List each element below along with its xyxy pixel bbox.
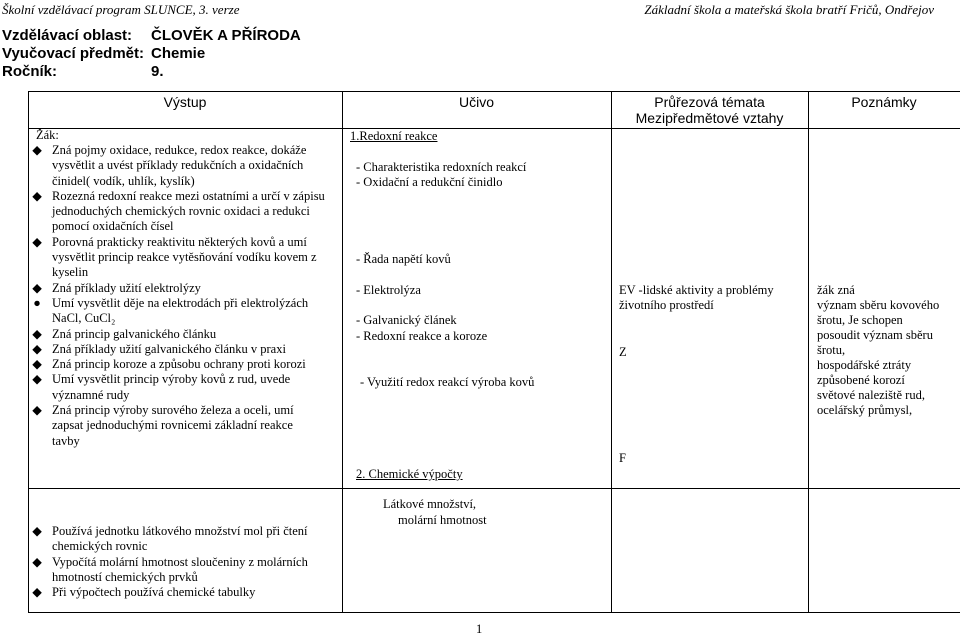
note-line: šrotu, Je schopen bbox=[817, 313, 903, 327]
area-label: Vzdělávací oblast: bbox=[2, 27, 133, 44]
table-header-border bbox=[28, 128, 960, 129]
list-item: významné rudy bbox=[52, 387, 130, 402]
list-item: ◆ Zná příklady užití elektrolýzy bbox=[30, 281, 325, 296]
list-item: ◆ Vypočítá molární hmotnost sloučeniny z molárních bbox=[30, 555, 308, 570]
note-line: posoudit význam sběru bbox=[817, 328, 933, 342]
column-header-crosscutting: Průřezová témata Mezipředmětové vztahy bbox=[635, 94, 784, 126]
column-header-notes: Poznámky bbox=[851, 94, 917, 110]
list-item: ◆ Rozezná redoxní reakce mezi ostatními a určí v zápisu bbox=[30, 189, 325, 204]
list-item: zapsat jednoduchými rovnicemi základní reakce bbox=[52, 418, 293, 433]
topic-item: Látkové množství, bbox=[383, 497, 477, 511]
topic-title-redox: 1.Redoxní reakce bbox=[350, 129, 438, 143]
grade-label: Ročník: bbox=[2, 63, 58, 80]
table-top-border bbox=[28, 91, 960, 92]
note-line: šrotu, bbox=[817, 343, 846, 357]
bullet-icon: ◆ bbox=[32, 341, 42, 356]
note-line: světové naleziště rud, bbox=[817, 388, 925, 402]
output-list-1 bbox=[30, 143, 325, 449]
column-divider bbox=[342, 91, 343, 612]
list-item: NaCl, CuCl₂ bbox=[52, 311, 116, 326]
list-item: tavby bbox=[52, 433, 80, 448]
list-item: kyselin bbox=[52, 265, 89, 280]
topic-title-calculations: 2. Chemické výpočty bbox=[356, 467, 463, 481]
crosscut-item: životního prostředí bbox=[619, 298, 714, 312]
topic-item: - Oxidační a redukční činidlo bbox=[356, 175, 503, 189]
topic-item: - Redoxní reakce a koroze bbox=[356, 329, 488, 343]
topic-item: - Elektrolýza bbox=[356, 283, 421, 297]
note-line: význam sběru kovového bbox=[817, 298, 940, 312]
output-list-2 bbox=[30, 524, 308, 600]
bullet-icon: ◆ bbox=[32, 357, 42, 372]
bullet-icon: ● bbox=[33, 295, 41, 310]
document-header-left: Školní vzdělávací program SLUNCE, 3. verze bbox=[2, 2, 240, 17]
table-row-border bbox=[28, 488, 960, 489]
list-item: vysvětlit princip reakce vytěsňování vodíku kovem z bbox=[52, 250, 317, 265]
list-item: chemických rovnic bbox=[52, 539, 148, 554]
list-item: činidel( vodík, uhlík, kyslík) bbox=[52, 173, 195, 188]
bullet-icon: ◆ bbox=[32, 234, 42, 249]
document-header-right: Základní škola a mateřská škola bratří Fričů, Ondřejov bbox=[644, 2, 934, 17]
list-item: ◆ Zná pojmy oxidace, redukce, redox reakce, dokáže bbox=[30, 143, 325, 158]
bullet-icon: ◆ bbox=[32, 143, 42, 157]
list-item: ◆ Zná příklady užití galvanického článku v praxi bbox=[30, 342, 325, 357]
topic-item: - Charakteristika redoxních reakcí bbox=[356, 160, 527, 174]
topic-item: - Řada napětí kovů bbox=[356, 252, 451, 266]
list-item: pomocí oxidačních čísel bbox=[52, 219, 174, 234]
crosscut-item: Z bbox=[619, 345, 627, 359]
subject-label: Vyučovací předmět: bbox=[2, 45, 144, 62]
page-number: 1 bbox=[476, 622, 483, 636]
note-line: žák zná bbox=[817, 283, 855, 297]
bullet-icon: ◆ bbox=[32, 372, 42, 387]
grade-value: 9. bbox=[151, 63, 164, 80]
list-item: ◆ Zná princip výroby surového železa a oceli, umí bbox=[30, 403, 325, 418]
list-item: ◆ Porovná prakticky reaktivitu některých kovů a umí bbox=[30, 235, 325, 250]
list-item: ◆ Zná princip koroze a způsobu ochrany proti korozi bbox=[30, 357, 325, 372]
list-item: hmotností chemických prvků bbox=[52, 569, 198, 584]
list-item: ◆ Používá jednotku látkového množství mol při čtení bbox=[30, 524, 308, 539]
student-label: Žák: bbox=[36, 128, 59, 142]
list-item: ◆ Umí vysvětlit princip výroby kovů z rud, uvede bbox=[30, 372, 325, 387]
column-header-output: Výstup bbox=[163, 94, 207, 110]
list-item: ◆ Při výpočtech používá chemické tabulky bbox=[30, 585, 308, 600]
topic-item: - Využití redox reakcí výroba kovů bbox=[360, 375, 535, 389]
list-item: ● Umí vysvětlit děje na elektrodách při elektrolýzách bbox=[30, 296, 325, 311]
subject-value: Chemie bbox=[151, 45, 206, 62]
note-line: hospodářské ztráty bbox=[817, 358, 912, 372]
bullet-icon: ◆ bbox=[32, 403, 42, 418]
area-value: ČLOVĚK A PŘÍRODA bbox=[151, 27, 301, 44]
bullet-icon: ◆ bbox=[32, 326, 42, 341]
column-header-curriculum: Učivo bbox=[458, 94, 494, 110]
column-divider bbox=[808, 91, 809, 612]
note-line: způsobené korozí bbox=[817, 373, 905, 387]
crosscut-item: F bbox=[619, 451, 626, 465]
crosscut-item: EV -lidské aktivity a problémy bbox=[619, 283, 774, 297]
list-item: ◆ Zná princip galvanického článku bbox=[30, 327, 325, 342]
bullet-icon: ◆ bbox=[32, 554, 42, 569]
bullet-icon: ◆ bbox=[32, 585, 42, 600]
topic-item: - Galvanický článek bbox=[356, 313, 457, 327]
bullet-icon: ◆ bbox=[32, 280, 42, 295]
note-line: ocelářský průmysl, bbox=[817, 403, 913, 417]
table-bottom-border bbox=[28, 612, 960, 613]
topic-item: molární hmotnost bbox=[398, 513, 487, 527]
bullet-icon: ◆ bbox=[32, 188, 42, 203]
bullet-icon: ◆ bbox=[32, 524, 42, 538]
list-item: jednoduchých chemických rovnic oxidaci a redukci bbox=[52, 204, 310, 219]
column-divider bbox=[611, 91, 612, 612]
list-item: vysvětlit a uvést příklady redukčních a oxidačních bbox=[52, 158, 304, 173]
table-left-border bbox=[28, 91, 29, 612]
